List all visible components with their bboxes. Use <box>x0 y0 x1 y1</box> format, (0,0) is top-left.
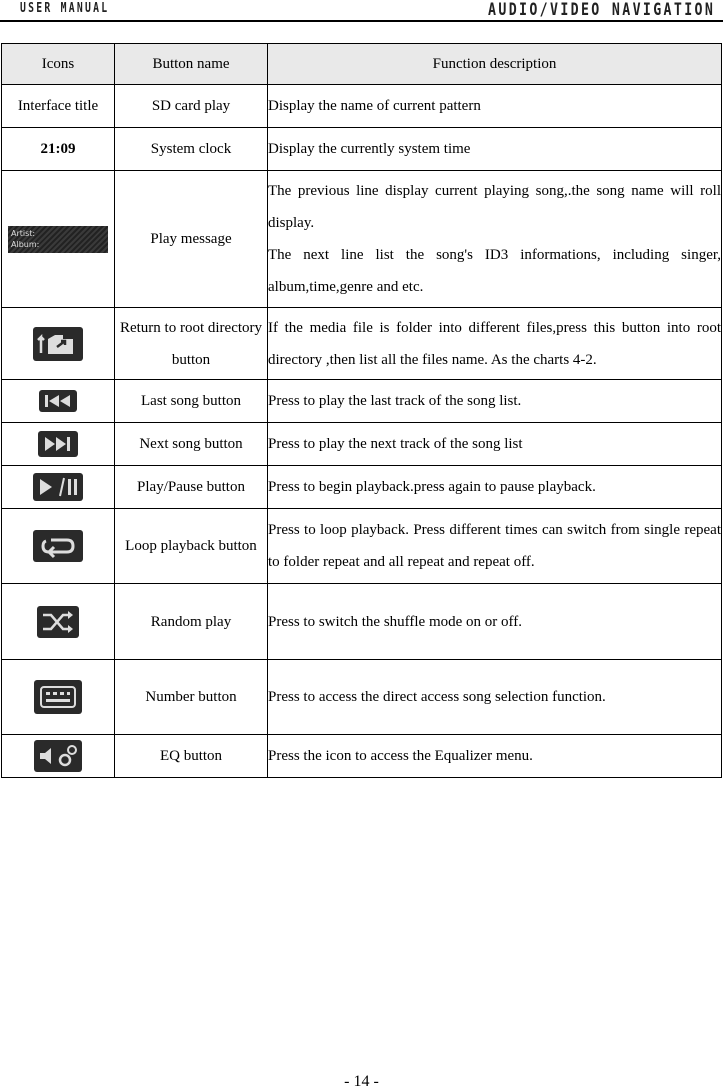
table-row <box>2 584 722 660</box>
table-row <box>2 308 722 380</box>
column-header-icons: Icons <box>2 44 115 85</box>
cell-name: Number button <box>115 660 268 735</box>
loop-icon <box>33 530 83 562</box>
artist-label: Artist: <box>11 228 36 238</box>
cell-name: Last song button <box>115 380 268 423</box>
cell-icon <box>2 509 115 584</box>
shuffle-icon <box>37 606 79 638</box>
cell-icon: 21:09 <box>2 128 115 171</box>
cell-icon: Interface title <box>2 85 115 128</box>
cell-desc: If the media file is folder into different files,press this button into root directory ,then list all the files name. As the charts 4-2. <box>268 308 722 380</box>
button-table <box>1 43 722 778</box>
cell-name: System clock <box>115 128 268 171</box>
cell-icon <box>2 660 115 735</box>
desc-line-2: The next line list the song's ID3 informations, including singer, album,time,genre and etc. <box>268 247 721 295</box>
cell-name: Play/Pause button <box>115 466 268 509</box>
cell-desc: Press to switch the shuffle mode on or off. <box>268 584 722 660</box>
cell-name: Return to root directory button <box>115 308 268 380</box>
table-row <box>2 380 722 423</box>
cell-desc <box>268 171 722 308</box>
cell-icon <box>2 308 115 380</box>
table-row <box>2 735 722 778</box>
cell-desc: Display the name of current pattern <box>268 85 722 128</box>
cell-icon <box>2 171 115 308</box>
cell-desc: Press to loop playback. Press different times can switch from single repeat to folder repeat and all repeat and repeat off. <box>268 509 722 584</box>
cell-icon <box>2 423 115 466</box>
table-row <box>2 128 722 171</box>
table-header-row <box>2 44 722 85</box>
header-right: AUDIO/VIDEO NAVIGATION <box>487 0 715 20</box>
cell-name: Random play <box>115 584 268 660</box>
cell-name: Next song button <box>115 423 268 466</box>
cell-name: SD card play <box>115 85 268 128</box>
keypad-icon <box>34 680 82 714</box>
next-song-icon <box>38 431 78 457</box>
table-row <box>2 171 722 308</box>
column-header-button-name: Button name <box>115 44 268 85</box>
cell-icon <box>2 466 115 509</box>
cell-name: EQ button <box>115 735 268 778</box>
cell-desc: Display the currently system time <box>268 128 722 171</box>
desc-line-1: The previous line display current playing song,.the song name will roll display. <box>268 183 721 231</box>
column-header-function: Function description <box>268 44 722 85</box>
table-row <box>2 660 722 735</box>
table-row <box>2 423 722 466</box>
header-rule <box>0 20 723 22</box>
return-root-icon <box>33 327 83 361</box>
eq-icon <box>34 740 82 772</box>
table-row <box>2 85 722 128</box>
cell-name: Loop playback button <box>115 509 268 584</box>
cell-name: Play message <box>115 171 268 308</box>
cell-desc: Press the icon to access the Equalizer menu. <box>268 735 722 778</box>
cell-desc: Press to access the direct access song selection function. <box>268 660 722 735</box>
table-row <box>2 466 722 509</box>
cell-icon <box>2 380 115 423</box>
cell-desc: Press to play the next track of the song list <box>268 423 722 466</box>
cell-icon <box>2 584 115 660</box>
cell-desc: Press to begin playback.press again to pause playback. <box>268 466 722 509</box>
header-left: USER MANUAL <box>20 1 110 16</box>
album-label: Album: <box>11 239 40 249</box>
table-row <box>2 509 722 584</box>
last-song-icon <box>39 390 77 412</box>
page-number: - 14 - <box>344 1073 379 1090</box>
play-pause-icon <box>33 473 83 501</box>
play-message-icon <box>8 226 108 253</box>
cell-desc: Press to play the last track of the song list. <box>268 380 722 423</box>
cell-icon <box>2 735 115 778</box>
